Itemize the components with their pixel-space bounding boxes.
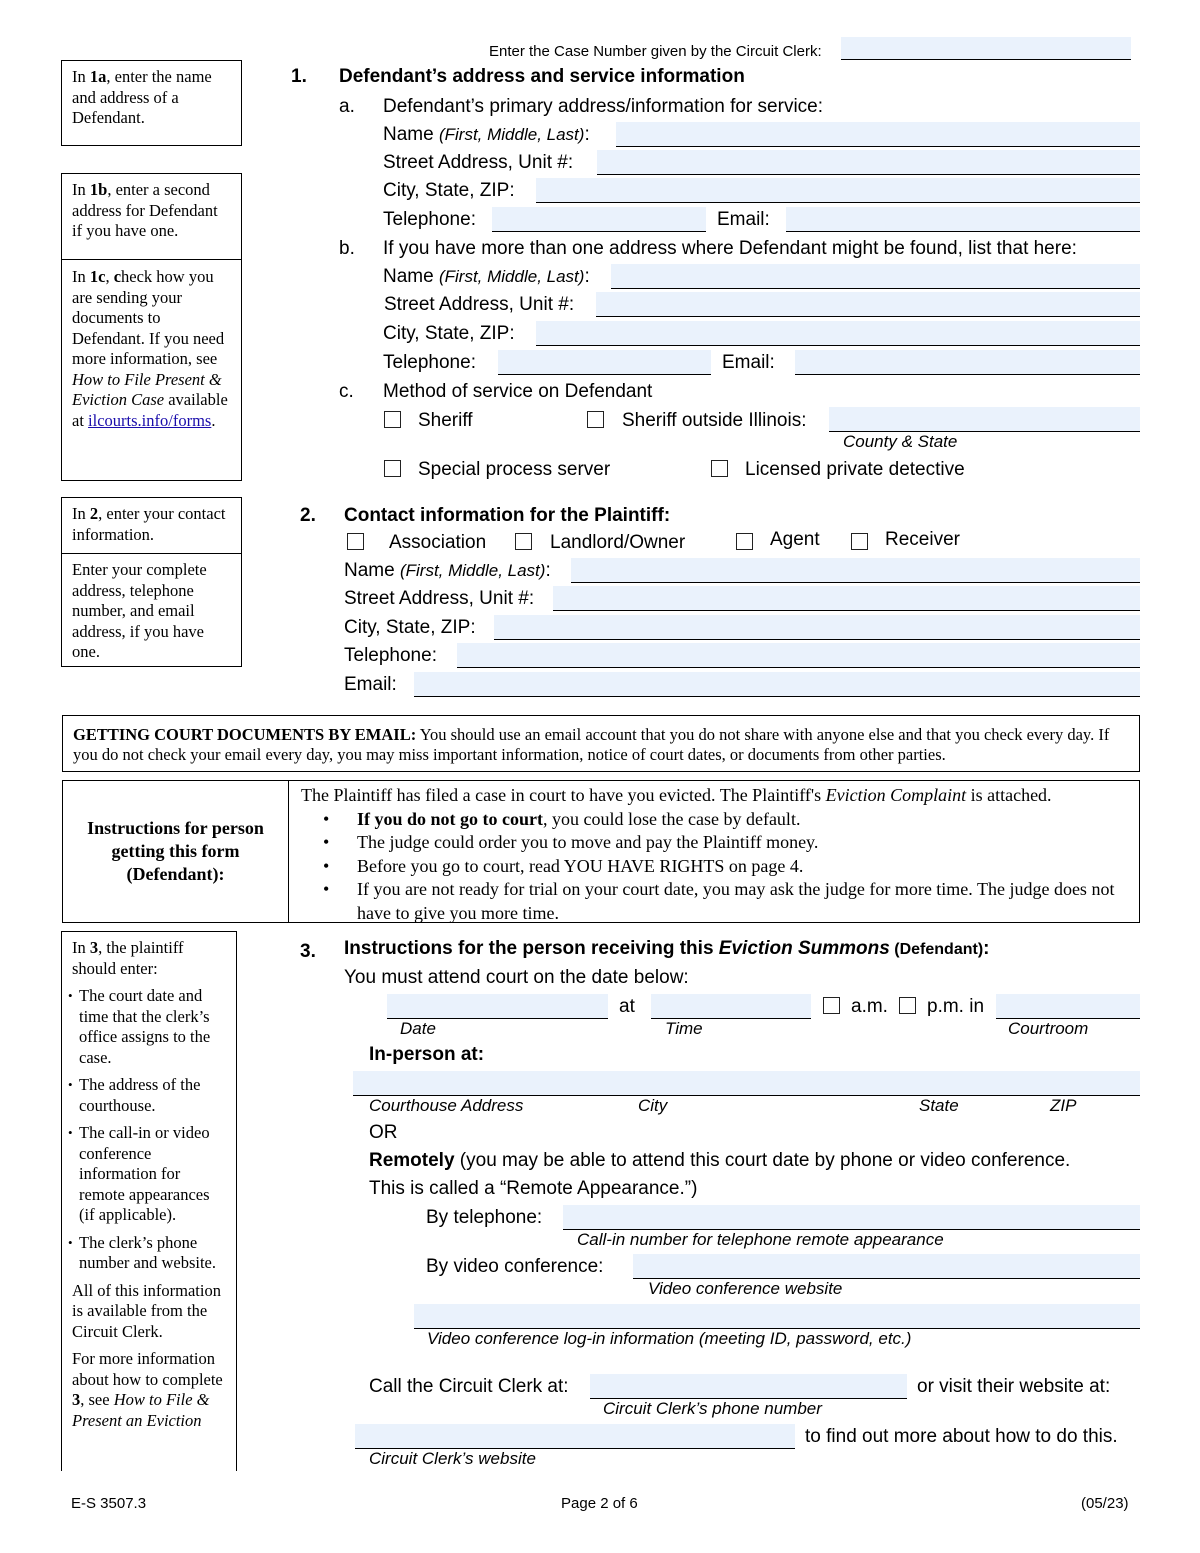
courtroom-field[interactable] bbox=[996, 994, 1140, 1019]
defendant2-city-field[interactable] bbox=[536, 321, 1140, 346]
sidebar-note-2b: Enter your complete address, telephone number, and email address, if you have one. bbox=[72, 560, 207, 661]
forms-link[interactable]: ilcourts.info/forms bbox=[88, 410, 212, 430]
list-item: • If you are not ready for trial on your court date, you may ask the judge for more time. The judge does not have to give you more time. bbox=[357, 878, 1131, 925]
sidebar-note-1c: In 1c, check how you are sending your documents to Defendant. If you need more information, see How to File Present & Eviction Case available at ilcourts.info/forms. bbox=[72, 267, 228, 430]
section-1a-text: Defendant’s primary address/information for service: bbox=[383, 96, 824, 117]
list-item: • If you do not go to court, you could lose the case by default. bbox=[357, 808, 1131, 832]
licensed-detective-checkbox[interactable] bbox=[711, 460, 728, 477]
association-checkbox[interactable] bbox=[347, 533, 364, 550]
section-1b-text: If you have more than one address where Defendant might be found, list that here: bbox=[383, 238, 1077, 259]
list-item: • The clerk’s phone number and website. bbox=[72, 1233, 226, 1274]
instructions-heading: Instructions for person getting this form (Defendant): bbox=[63, 781, 289, 922]
list-item: • The call-in or video conference information for remote appearances (if applicable). bbox=[72, 1123, 226, 1226]
clerk-website-field[interactable] bbox=[355, 1424, 795, 1449]
plaintiff-phone-field[interactable] bbox=[457, 643, 1140, 668]
plaintiff-email-field[interactable] bbox=[414, 672, 1140, 697]
landlord-owner-checkbox[interactable] bbox=[515, 533, 532, 550]
section-3-title: Instructions for the person receiving this Eviction Summons (Defendant): bbox=[344, 938, 990, 959]
court-date-field[interactable] bbox=[387, 994, 608, 1019]
plaintiff-name-field[interactable] bbox=[571, 558, 1140, 583]
sidebar-divider bbox=[62, 259, 241, 260]
defendant-phone-field[interactable] bbox=[492, 207, 706, 232]
video-conference-website-field[interactable] bbox=[633, 1254, 1140, 1279]
sidebar-note-1b: In 1b, enter a second address for Defendant if you have one. bbox=[72, 180, 218, 240]
list-item: • The judge could order you to move and pay the Plaintiff money. bbox=[357, 831, 1131, 855]
defendant-email-field[interactable] bbox=[786, 207, 1140, 232]
form-id: E-S 3507.3 bbox=[71, 1495, 147, 1512]
list-item: • Before you go to court, read YOU HAVE RIGHTS on page 4. bbox=[357, 855, 1131, 879]
am-checkbox[interactable] bbox=[823, 997, 840, 1014]
remotely-text: Remotely (you may be able to attend this court date by phone or video conference. bbox=[369, 1150, 1071, 1171]
section-1c-text: Method of service on Defendant bbox=[383, 381, 653, 402]
plaintiff-city-field[interactable] bbox=[494, 615, 1140, 640]
agent-checkbox[interactable] bbox=[736, 533, 753, 550]
email-notice: GETTING COURT DOCUMENTS BY EMAIL: You should use an email account that you do not share with anyone else and that you check every day. If you do not check your email every day, you may miss important information, notice of court dates, or documents from other parties. bbox=[62, 715, 1140, 772]
pm-checkbox[interactable] bbox=[899, 997, 916, 1014]
sidebar-note-3: In 3, the plaintiff should enter: • The court date and time that the clerk’s office assigns to the case. • The address of the courthouse. • The call-in or video conference information for remote appearances (if applicable). • The clerk’s phone number and website. All of this information is available from the Circuit Clerk. For more information about how to complete 3, see How to File & Present an Eviction bbox=[61, 931, 237, 1471]
section-1-title: Defendant’s address and service information bbox=[339, 66, 745, 87]
case-number-label: Enter the Case Number given by the Circuit Clerk: bbox=[489, 43, 822, 60]
defendant2-email-field[interactable] bbox=[795, 350, 1140, 375]
sidebar-note-1b-1c bbox=[61, 173, 242, 481]
defendant-street-field[interactable] bbox=[597, 150, 1140, 175]
page-number: Page 2 of 6 bbox=[561, 1495, 638, 1512]
receiver-checkbox[interactable] bbox=[851, 533, 868, 550]
plaintiff-name-label: Name (First, Middle, Last): bbox=[344, 560, 551, 581]
sheriff-checkbox[interactable] bbox=[384, 411, 401, 428]
sheriff-outside-illinois-checkbox[interactable] bbox=[587, 411, 604, 428]
courthouse-address-field[interactable] bbox=[353, 1071, 1140, 1096]
defendant2-phone-field[interactable] bbox=[498, 350, 711, 375]
call-in-number-field[interactable] bbox=[563, 1205, 1140, 1230]
sidebar-note-2: In 2, enter your contact information. Enter your complete address, telephone number, and email address, if you have one. bbox=[61, 497, 242, 667]
section-2-title: Contact information for the Plaintiff: bbox=[344, 505, 671, 526]
defendant-instructions-box: Instructions for person getting this form (Defendant): The Plaintiff has filed a case in court to have you evicted. The Plaintiff's Eviction Complaint is attached. • If you do not go to court, you could lose the case by default. • The judge could order you to move and pay the Plaintiff money. • Before you go to court, read YOU HAVE RIGHTS on page 4. • If you are not ready for trial on your court date, you may ask the judge for more time. The judge does not have to give you more time. bbox=[62, 780, 1140, 923]
video-login-field[interactable] bbox=[414, 1304, 1140, 1329]
list-item: • The court date and time that the clerk’s office assigns to the case. bbox=[72, 986, 226, 1068]
plaintiff-street-field[interactable] bbox=[553, 586, 1140, 611]
section-1-number: 1. bbox=[291, 66, 307, 87]
defendant2-street-field[interactable] bbox=[596, 292, 1140, 317]
special-process-server-checkbox[interactable] bbox=[384, 460, 401, 477]
list-item: • The address of the courthouse. bbox=[72, 1075, 226, 1116]
defendant-city-field[interactable] bbox=[536, 178, 1140, 203]
case-number-field[interactable] bbox=[841, 37, 1131, 60]
defendant2-name-field[interactable] bbox=[611, 264, 1140, 289]
court-time-field[interactable] bbox=[651, 994, 811, 1019]
county-state-field[interactable] bbox=[829, 407, 1140, 432]
defendant-name-field[interactable] bbox=[616, 122, 1140, 147]
clerk-phone-field[interactable] bbox=[590, 1374, 907, 1399]
defendant-name-label: Name (First, Middle, Last): bbox=[383, 124, 590, 145]
revision-date: (05/23) bbox=[1081, 1495, 1129, 1512]
sidebar-note-1a: In 1a, enter the name and address of a Defendant. bbox=[61, 60, 242, 146]
defendant2-name-label: Name (First, Middle, Last): bbox=[383, 266, 590, 287]
